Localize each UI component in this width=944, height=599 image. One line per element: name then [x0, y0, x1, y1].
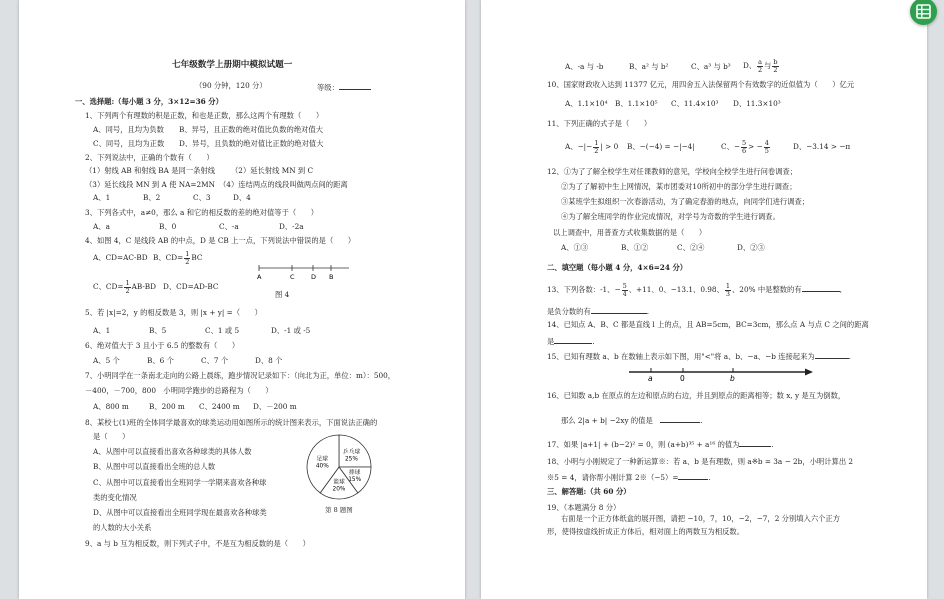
- page-left: [19, 0, 465, 599]
- section1-heading: 一、选择题:（每小题 3 分，3×12=36 分）: [75, 97, 223, 106]
- q10-stem: 10、国家财政收入达到 11377 亿元，用四舍五入法保留两个有效数字的近似值为（ ）亿元: [547, 80, 855, 89]
- q1-option-a: A、同号，且均为负数: [93, 125, 164, 134]
- q2-option-a: A、1: [93, 193, 111, 202]
- q4-option-c: C、CD= $\frac{1}{2}$ AB-BD: [93, 278, 157, 295]
- q13-stem: 13、下列各数：-1、− $\frac{5}{4}$ 、+11、0、−13.1、0.98、 $\frac{1}{3}$ 、20% 中是整数的有 ,: [547, 281, 842, 298]
- q8-option-c-2: 类的变化情况: [93, 493, 137, 502]
- q2-option-b: B、2: [143, 193, 161, 202]
- q1-option-d: D、异号，且负数的绝对值比正数的绝对值大: [179, 139, 324, 148]
- q14-stem: 14、已知点 A、B、C 都是直线 l 上的点，且 AB=5cm，BC=3cm，那么点 A 与点 C 之间的距离: [547, 320, 869, 329]
- q5-stem: 5、若 |x|=2，y 的相反数是 3，则 |x + y| =（ ）: [85, 308, 262, 317]
- q10-option-d: D、11.3×10³: [733, 99, 781, 108]
- q11-option-b: B、−(−4) = −|−4|: [627, 142, 695, 151]
- q3-option-d: D、-2a: [279, 222, 304, 231]
- spreadsheet-button[interactable]: [910, 0, 937, 25]
- q17-stem: 17、如果 |a+1| + (b−2)² = 0，则 (a+b)³⁵ + a¹⁶ 的值为 .: [547, 440, 774, 449]
- q8-option-c-1: C、从图中可以直接看出全班同学一学期来喜欢各种球: [93, 478, 267, 487]
- q15-stem: 15、已知有理数 a、b 在数轴上表示如下图，用"<"将 a、b、−a、−b 连接起来为 .: [547, 352, 852, 361]
- q19-stem: 19、（本题满分 8 分）: [547, 503, 621, 512]
- q4-option-b: B、CD= $\frac{1}{2}$ BC: [153, 249, 203, 266]
- q1-option-b: B、异号，且正数的绝对值比负数的绝对值大: [179, 125, 324, 134]
- q9-option-d: D、 $\frac{a}{2}$ 与 $\frac{b}{2}$: [743, 57, 778, 74]
- q5-option-d: D、-1 或 -5: [271, 326, 311, 335]
- q7-option-b: B、200 m: [149, 402, 185, 411]
- q1-stem: 1、下列两个有理数的积是正数，和也是正数，那么这两个有理数（ ）: [85, 111, 324, 120]
- grade-label: 等级：: [317, 83, 339, 92]
- q4-option-d: D、CD=AD-BC: [163, 282, 219, 291]
- q2-statement-3: （3）延长线段 MN 到 A 使 NA=2MN: [85, 180, 216, 189]
- pie-slice-label: 篮球: [333, 479, 345, 486]
- q5-option-b: B、5: [149, 326, 167, 335]
- q1-option-c: C、同号，且均为正数: [93, 139, 165, 148]
- q7-option-a: A、800 m: [93, 402, 129, 411]
- q2-statement-2: （2）延长射线 MN 到 C: [231, 166, 314, 175]
- q8-option-d-1: D、从图中可以直接看出全班同学现在最喜欢各种球类: [93, 508, 267, 517]
- q2-option-c: C、3: [193, 193, 211, 202]
- q8-option-a: A、从图中可以直接看出喜欢各种球类的具体人数: [93, 447, 252, 456]
- q6-option-c: C、7 个: [201, 356, 229, 365]
- q12-stem-5: 以上调查中，用普查方式收集数据的是（ ）: [553, 228, 707, 237]
- pie-slice-percent: 20%: [332, 486, 346, 493]
- pie-slice-percent: 40%: [315, 463, 329, 470]
- grade-field: [317, 81, 371, 93]
- q16-line-2: 那么 2|a + b| −2xy 的值是 .: [561, 416, 703, 425]
- q9-stem: 9、a 与 b 互为相反数，则下列式子中，不是互为相反数的是（ ）: [85, 539, 310, 548]
- q8-option-d-2: 的人数的大小关系: [93, 523, 152, 532]
- q3-stem: 3、下列各式中，a≠0，那么 a 和它的相反数的差的绝对值等于（ ）: [85, 208, 319, 217]
- q12-stem-3: ③某班学生拟组织一次春游活动，为了确定春游的地点，向同学们进行调查；: [561, 197, 810, 206]
- q18-stem: 18、小明与小刚规定了一种新运算※：若 a、b 是有理数，则 a※b = 3a − 2b，小明计算出 2: [547, 457, 854, 466]
- q12-option-a: A、①③: [561, 243, 589, 252]
- q4-option-a: A、CD=AC-BD: [93, 253, 148, 262]
- q11-option-d: D、−3.14 > −π: [793, 142, 851, 151]
- fraction-half: $\frac{1}{2}$: [125, 278, 130, 295]
- q7-line-1: 7、小明同学在一条南北走向的公路上晨练，跑步情况记录如下：（向北为正，单位：m）：500，: [85, 371, 396, 380]
- fig4-point-c: C: [290, 273, 295, 281]
- q11-stem: 11、下列正确的式子是（ ）: [547, 119, 652, 128]
- q13-line-2: 是负分数的有 .: [547, 307, 650, 316]
- q12-option-b: B、①②: [621, 243, 649, 252]
- q9-option-a: A、-a 与 -b: [565, 62, 604, 71]
- q11-option-a: A、−|− $\frac{1}{2}$ | > 0: [565, 138, 619, 155]
- fraction-half: $\frac{1}{2}$: [185, 249, 190, 266]
- numline-label-0: 0: [680, 374, 685, 383]
- q7-option-c: C、2400 m: [199, 402, 240, 411]
- numline-label-b: b: [730, 374, 735, 383]
- q9-option-c: C、a³ 与 b³: [691, 62, 731, 71]
- q9-option-b: B、a² 与 b²: [629, 62, 669, 71]
- section2-heading: 二、填空题（每小题 4 分，4×6=24 分）: [547, 263, 688, 272]
- q15-number-line: [625, 364, 815, 386]
- q8-line-1: 8、某校七(1)班的全体同学最喜欢的球类运动用如图所示的统计图来表示，下面说法正确的: [85, 418, 378, 427]
- q18-line-2: ※5 = 4，请你帮小刚计算 2※（−5）= .: [547, 473, 711, 482]
- q12-option-c: C、②④: [677, 243, 705, 252]
- q12-stem-4: ④为了解全班同学的作业完成情况，对学号为奇数的学生进行调查。: [561, 212, 780, 221]
- fig4-point-a: A: [257, 273, 262, 281]
- q5-option-c: C、1 或 5: [205, 326, 240, 335]
- q3-option-c: C、-a: [219, 222, 239, 231]
- pie-slice-percent: 25%: [344, 456, 358, 463]
- q2-stem: 2、下列说法中，正确的个数有（ ）: [85, 153, 214, 162]
- figure-4-segment: [255, 262, 355, 282]
- q2-statement-1: （1）射线 AB 和射线 BA 是同一条射线: [85, 166, 216, 175]
- q10-option-a: A、1.1×10⁴: [565, 99, 608, 108]
- time-info: （90 分钟，120 分）: [195, 81, 267, 90]
- q10-option-b: B、1.1×10⁵: [615, 99, 658, 108]
- fig4-point-d: D: [311, 273, 317, 281]
- pie-slice-percent: 15%: [348, 476, 362, 483]
- q6-stem: 6、绝对值大于 3 且小于 6.5 的整数有（ ）: [85, 341, 240, 350]
- q7-option-d: D、－200 m: [253, 402, 297, 411]
- q10-option-c: C、11.4×10³: [671, 99, 719, 108]
- q2-option-d: D、4: [233, 193, 251, 202]
- q16-stem: 16、已知数 a,b 在原点的左边和原点的右边，并且到原点的距离相等；数 x, y 是互为倒数，: [547, 391, 846, 400]
- q3-option-b: B、0: [159, 222, 177, 231]
- q8-line-2: 是（ ）: [93, 432, 130, 441]
- page-right: [481, 0, 927, 599]
- pie-slice-label: 足球: [316, 456, 329, 463]
- q12-stem-1: 12、①为了了解全校学生对任课教师的意见，学校向全校学生进行问卷调查；: [547, 167, 798, 176]
- section3-heading: 三、解答题:（共 60 分）: [547, 487, 631, 496]
- q4-stem: 4、如图 4，C 是线段 AB 的中点，D 是 CB 上一点，下列说法中错误的是（ ）: [85, 236, 356, 245]
- q8-pie-chart: [299, 430, 379, 506]
- q6-option-a: A、5 个: [93, 356, 120, 365]
- q6-option-b: B、6 个: [147, 356, 174, 365]
- q11-option-c: C、− $\frac{5}{6}$ > − $\frac{4}{5}$: [721, 138, 769, 155]
- fig4-point-b: B: [329, 273, 334, 281]
- q7-line-2: －400，－700，800 小明同学跑步的总路程为（ ）: [85, 386, 273, 395]
- q3-option-a: A、a: [93, 222, 110, 231]
- numline-label-a: a: [648, 374, 653, 383]
- q8-option-b: B、从图中可以直接看出全班的总人数: [93, 462, 216, 471]
- q6-option-d: D、8 个: [255, 356, 283, 365]
- q8-caption: 第 8 题图: [325, 506, 353, 514]
- fig4-caption: 图 4: [275, 290, 290, 299]
- q14-line-2: 是 .: [547, 337, 595, 346]
- pie-slice-label: 排球: [348, 469, 361, 476]
- q12-stem-2: ②为了了解初中生上网情况，某市团委对10所初中的部分学生进行调查；: [561, 182, 797, 191]
- q19-line-2: 形，使得按虚线折成正方体后，相对面上的两数互为相反数。: [547, 527, 745, 536]
- q2-statement-4: （4）连结两点的线段叫做两点间的距离: [219, 180, 348, 189]
- q5-option-a: A、1: [93, 326, 111, 335]
- q12-option-d: D、②③: [737, 243, 765, 252]
- spreadsheet-icon: [916, 4, 931, 19]
- doc-title: 七年级数学上册期中模拟试题一: [172, 60, 293, 70]
- pie-slice-label: 乒乓球: [342, 449, 361, 456]
- q19-line-1: 右面是一个正方体纸盒的展开图，请把 −10，7，10，−2，−7，2 分别填入六个正方: [561, 514, 841, 523]
